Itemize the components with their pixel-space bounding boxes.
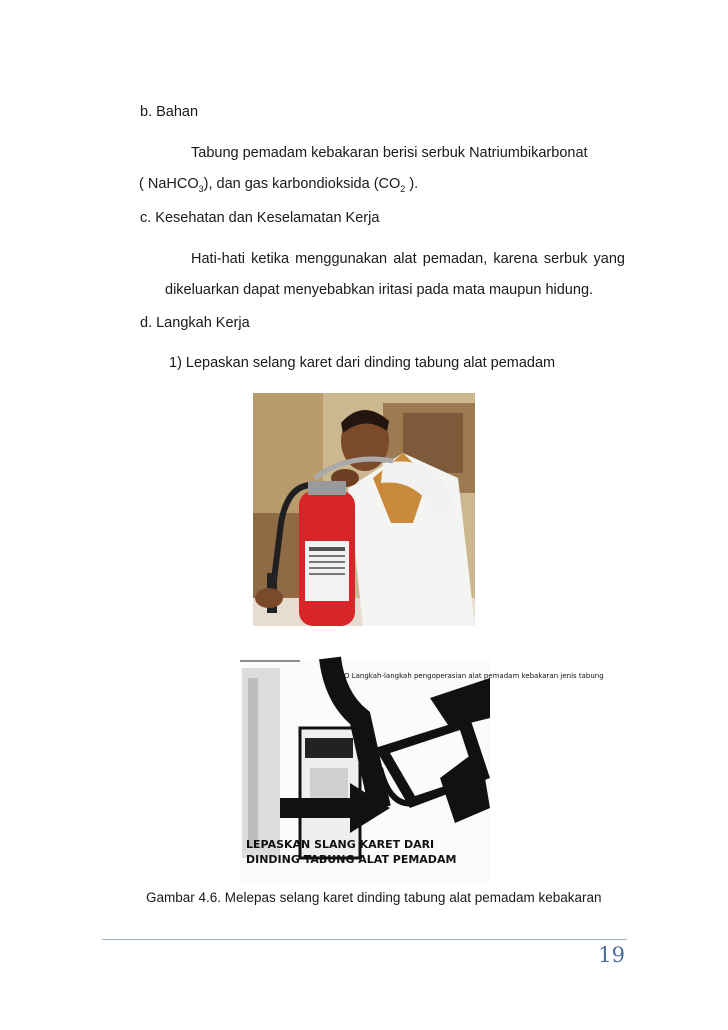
bahan-text-line2: [139, 169, 418, 205]
footer-divider: [102, 939, 627, 940]
diagram-label-line1: LEPASKAN SLANG KARET DARI: [246, 838, 435, 851]
diagram-note: O Langkah-langkah pengoperasian alat pemadam kebakaran jenis tabung: [344, 672, 604, 680]
bahan-text-line2-suffix: ).: [405, 176, 419, 192]
bahan-text-line1: Tabung pemadam kebakaran berisi serbuk Natriumbikarbonat: [191, 145, 588, 161]
k3-paragraph: Hati-hati ketika menggunakan alat pemadan, karena serbuk yang dikeluarkan dapat menyebabkan iritasi pada mata maupun hidung.: [165, 251, 625, 298]
section-heading-k3: c. Kesehatan dan Keselamatan Kerja: [140, 210, 380, 226]
bahan-text-line2-prefix: ( NaHCO: [139, 176, 199, 192]
procedure-diagram: [240, 658, 604, 884]
photo-illustration: [253, 393, 475, 626]
diagram-label-line2: DINDING TABUNG ALAT PEMADAM: [246, 853, 457, 866]
bahan-text-line2-mid: ), dan gas karbondioksida (CO: [203, 176, 401, 192]
bahan-paragraph: [139, 138, 625, 205]
co2-subscript: 2: [400, 183, 406, 194]
section-heading-langkah: d. Langkah Kerja: [140, 315, 250, 331]
step-1: 1) Lepaskan selang karet dari dinding tabung alat pemadam: [169, 355, 556, 371]
fire-extinguisher-photo: [253, 393, 475, 626]
nahco3-subscript: 3: [198, 183, 204, 194]
page-number: 19: [598, 943, 625, 967]
section-heading-bahan: b. Bahan: [140, 104, 199, 120]
figure-caption: Gambar 4.6. Melepas selang karet dinding tabung alat pemadam kebakaran: [146, 890, 602, 905]
diagram-illustration: [240, 658, 604, 884]
